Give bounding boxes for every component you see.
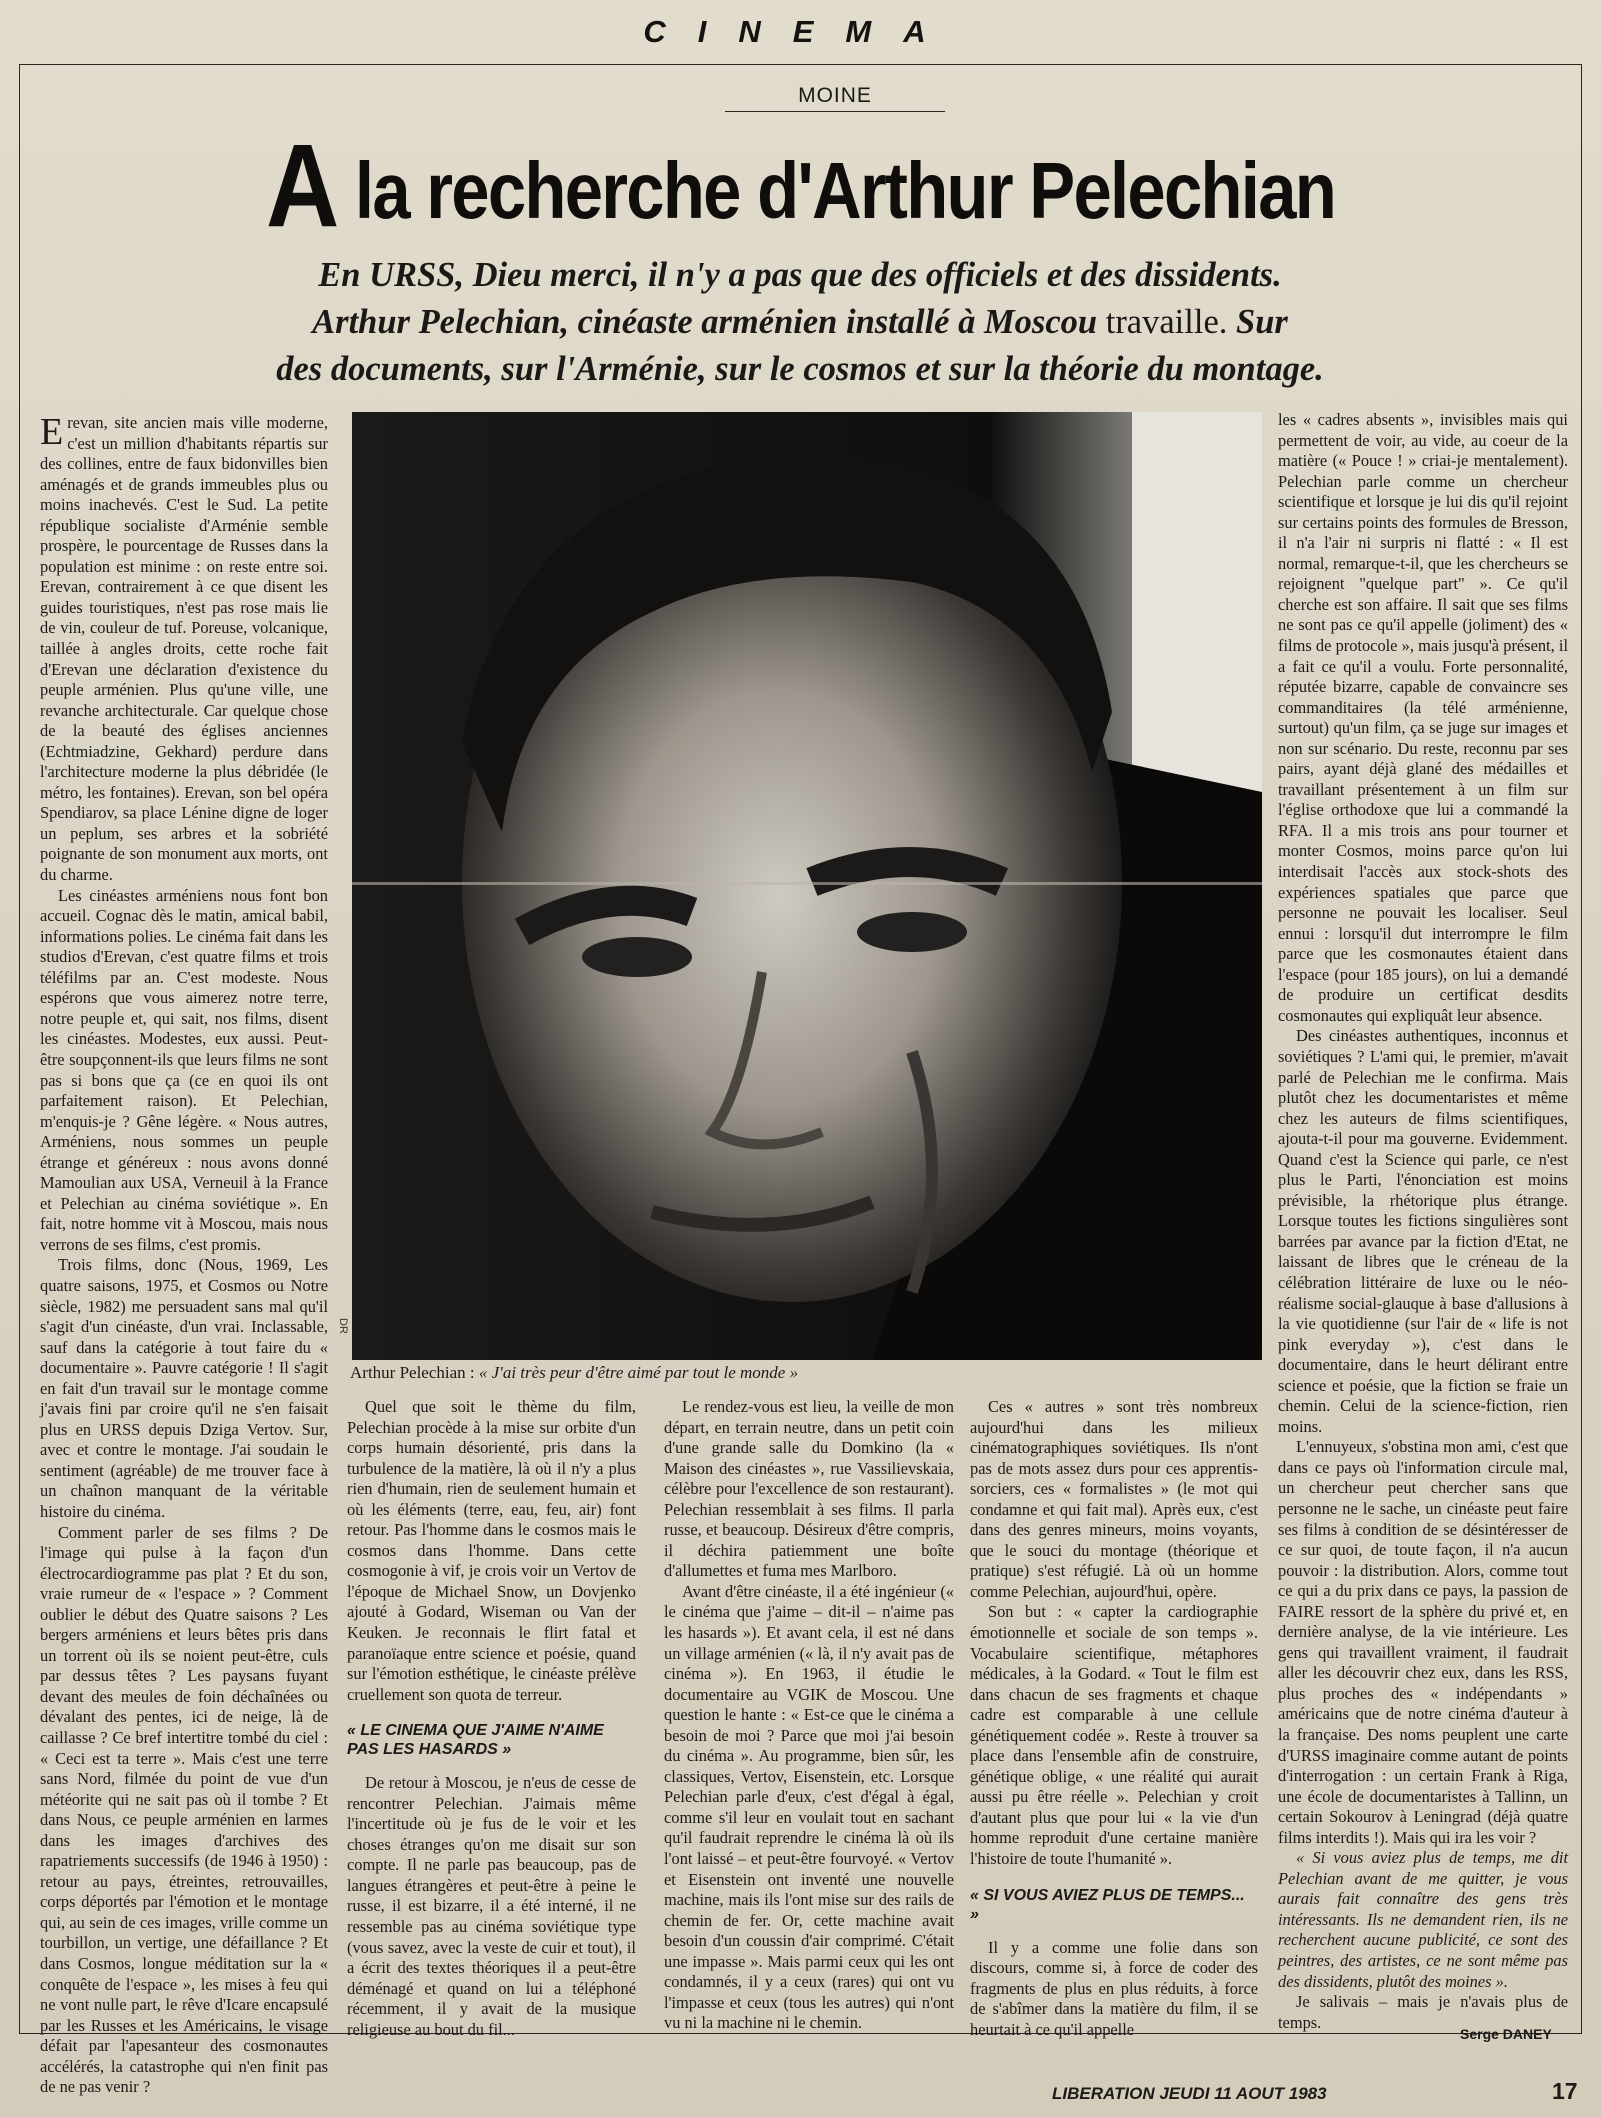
article-column-1 xyxy=(40,413,328,2098)
article-column-5 xyxy=(1278,410,1568,2033)
kicker: MOINE xyxy=(725,84,945,112)
paragraph: Trois films, donc (Nous, 1969, Les quatre saisons, 1975, et Cosmos ou Notre siècle, 1982) me persuadent sans mal qu'il s'agit d'un cinéaste, d'un vrai. Inclassable, sauf dans la catégorie à tout faire du « documentaire ». Pauvre catégorie ! Il s'agit en fait d'un travail sur le montage comme j'avais fini par croire qu'il ne s'en faisait plus en URSS depuis Dziga Vertov. Sur, avec et contre le montage. J'ai soudain le sentiment (agréable) de me trouver face à un chaînon manquant de la véritable histoire du cinéma. xyxy=(40,1255,328,1521)
article-column-3 xyxy=(664,1397,954,2034)
paragraph: Comment parler de ses films ? De l'image qui pulse à la façon d'un électrocardiogramme pas plat ? Et du son, vraie rumeur de « l'espace » ? Comment oublier le début des Quatre saisons ? Les bergers arméniens et leurs bêtes pris dans un torrent où ils se noient peut-être, culs par dessus têtes ? Les paysans fuyant devant des meules de foin déchaînées ou dévalant des pentes, ici de neige, là de caillasse ? Ce bref intertitre tombé du ciel : « Ceci est ta terre ». Mais c'est une terre sans Nord, filmée du point de vue d'un météorite qui ne sait pas où il tombe ? Et dans Nous, ce peuple arménien en larmes dans les images d'archives des rapatriements successifs (de 1946 à 1950) : retour au pays, étreintes, retrouvailles, corps déportés par l'émotion et le montage qui, au sein de ces images, vrille comme un tourbillon, un vertige, une défaillance ? Et dans Cosmos, longue méditation sur la « conquête de l'espace », les mises à feu qui ne vont nulle part, le rêve d'Icare encapsulé par les Russes et les Américains, le visage défait par l'apesanteur des cosmonautes accélérés, la catastrophe qui n'en finit pas de ne pas venir ? xyxy=(40,1522,328,2097)
article-column-4 xyxy=(970,1397,1258,2040)
photo-caption xyxy=(350,1363,1260,1383)
caption-name: Arthur Pelechian : xyxy=(350,1363,475,1382)
headline-drop-letter: A xyxy=(265,120,338,252)
standfirst-line-2c: Sur xyxy=(1227,303,1288,341)
headline-text: la recherche d'Arthur Pelechian xyxy=(337,146,1336,235)
caption-quote: « J'ai très peur d'être aimé par tout le monde » xyxy=(474,1363,799,1382)
photo-credit: DR xyxy=(337,1318,349,1334)
standfirst-line-2a: Arthur Pelechian, cinéaste arménien installé à Moscou xyxy=(312,303,1106,341)
page-number: 17 xyxy=(1552,2078,1578,2104)
paragraph: Il y a comme une folie dans son discours, comme si, à force de coder des fragments de plus en plus réduits, à force de s'abîmer dans la matière du film, il se heurtait à ce qu'il appelle xyxy=(970,1937,1258,2039)
portrait-photo xyxy=(352,412,1262,1360)
paragraph: Avant d'être cinéaste, il a été ingénieur (« le cinéma que j'aime – dit-il – n'aime pas les hasards »). Et avant cela, il est né dans un village arménien (« là, il n'y avait pas de cinéma »). En 1963, il étudie le documentaire au VGIK de Moscou. Une question le hante : « Est-ce que le cinéma a besoin de moi ? Parce que moi j'ai besoin du cinéma ». Au programme, bien sûr, les classiques, Vertov, Eisenstein, etc. Lorsque Pelechian parle d'eux, c'est d'égal à égal, comme s'il leur en voulait tout en sachant qu'il faudrait reprendre le cinéma là où ils l'ont laissé – et peut-être fourvoyé. « Vertov et Eisenstein ont inventé une nouvelle machine, mais ils l'ont mise sur des rails de chemin de fer. Or, cette machine avait besoin d'un coussin d'air comprimé. C'était une impasse ». Mais parmi ceux qui les ont condamnés, il y a ceux (rares) qui ont vu l'impasse et ceux (tous les autres) qui n'ont vu ni la machine ni le chemin. xyxy=(664,1581,954,2033)
paragraph: « Si vous aviez plus de temps, me dit Pelechian avant de me quitter, je vous aurais fait connaître des gens très intéressants. Ils ne demandent rien, ils ne recherchent aucune publicité, ce sont des peintres, des artistes, ce ne sont même pas des dissidents, plutôt des moines ». xyxy=(1278,1848,1568,1991)
headline xyxy=(112,118,1489,254)
article-column-2 xyxy=(347,1397,636,2040)
footer-publication: LIBERATION JEUDI 11 AOUT 1983 xyxy=(1052,2084,1327,2103)
standfirst xyxy=(130,252,1470,393)
section-heading: CINEMA xyxy=(643,14,958,49)
intertitle: « SI VOUS AVIEZ PLUS DE TEMPS... » xyxy=(970,1886,1245,1923)
standfirst-line-3: des documents, sur l'Arménie, sur le cosmos et sur la théorie du montage. xyxy=(276,350,1324,388)
paragraph: Erevan, site ancien mais ville moderne, c'est un million d'habitants répartis sur des collines, entre de faux bidonvilles bien aménagés et de grands immeubles plus ou moins inachevés. C'est le Sud. La petite république socialiste d'Arménie semble prospère, le pourcentage de Russes dans la population est minime : on reste entre soi. Erevan, contrairement à ce que disent les guides touristiques, n'est pas rose mais lie de vin, couleur de tuf. Poreuse, volcanique, taillée à angles droits, cette roche fait d'Erevan une déclaration d'existence du peuple arménien. Plus qu'une ville, une revanche architecturale. Car quelque chose de la beauté des églises anciennes (Echtmiadzine, Gekhard) perdure dans l'architecture moderne la plus débridée (le métro, les fontaines). Erevan, son bel opéra Spendiarov, sa place Lénine digne de loger un peplum, ses arbres et la sobriété poignante de son monument aux morts, ont du charme. xyxy=(40,411,328,885)
standfirst-line-1: En URSS, Dieu merci, il n'y a pas que des officiels et des dissidents. xyxy=(318,256,1282,294)
paragraph: Je salivais – mais je n'avais plus de temps. xyxy=(1278,1992,1568,2032)
intertitle: « LE CINEMA QUE J'AIME N'AIME PAS LES HASARDS » xyxy=(347,1722,604,1759)
paragraph: L'ennuyeux, s'obstina mon ami, c'est que dans ce pays où l'information circule mal, un chercheur peut chercher sans que personne ne le sache, un cinéaste peut faire ses films à condition de se désintéresser de ce sur quoi, de toute façon, il n'a aucun pouvoir : la distribution. Alors, comme tout ce qui a du prix dans ce pays, la passion de FAIRE ressort de la sphère du privé et, en dernière analyse, de la vie intérieure. Les gens qui travaillent vraiment, il faudrait aller les découvrir chez eux, dans les RSS, plus proches des « indépendants » américains que de notre cinéma d'auteur à la française. Des noms peuplent une carte d'URSS imaginaire comme autant de points d'interrogation : un certain Frank à Riga, une école de documentaristes à Tallinn, un certain Sokourov à Leningrad (déjà quatre films interdits !). Mais qui ira les voir ? xyxy=(1278,1437,1568,1847)
paragraph: Des cinéastes authentiques, inconnus et soviétiques ? L'ami qui, le premier, m'avait parlé de Pelechian me le confirma. Mais plutôt chez les documentaristes et même chez les auteurs de films scientifiques, ajouta-t-il pour ma gouverne. Evidemment. Quand c'est la Science qui parle, ce n'est plus le Parti, l'énonciation est moins prévisible, la rhétorique plus étrange. Lorsque toutes les fictions singulières sont barrées par avance par la fiction d'Etat, ne laissant de libres que le créneau de la célébration littéraire de luxe ou le néo-réalisme social-glauque à base d'allusions à la vie quotidienne (sur l'air de « life is not pink everyday »), c'est dans le documentaire, dans le heurt délirant entre science et poésie, que la fiction se fraie un chemin. Celui de la science-fiction, rien moins. xyxy=(1278,1026,1568,1436)
paragraph: De retour à Moscou, je n'eus de cesse de rencontrer Pelechian. J'aimais même l'incertitude où je fus de le voir et les choses étranges qu'on me disait sur son compte. Il ne parle pas beaucoup, pas de langues étrangères et peut-être à peine le russe, il est bizarre, il a été interné, il ne ressemble pas au cinéma soviétique type (vous savez, avec la veste de cuir et tout), il a écrit des textes théoriques il a peut-être déménagé et quand on lui a téléphoné récemment, il y avait de la musique religieuse au bout du fil... xyxy=(347,1773,636,2039)
standfirst-line-2 xyxy=(130,299,1470,346)
paragraph: Ces « autres » sont très nombreux aujourd'hui dans les milieux cinématographiques soviétiques. Ils n'ont pas de mots assez durs pour ces apprentis-sorciers, ces « formalistes » (le mot qui condamne et qui fait mal). Après eux, c'est dans des genres mineurs, moins voyants, que le souci du montage (théorique et pratique) s'est réfugié. Là où un homme comme Pelechian, aujourd'hui, opère. xyxy=(970,1397,1258,1601)
byline-signature: Serge DANEY xyxy=(1460,2026,1552,2042)
paragraph: Le rendez-vous est lieu, la veille de mon départ, en terrain neutre, dans un petit coin d'une grande salle du Domkino (la « Maison des cinéastes », rue Vassilievskaia, célèbre pour l'excellence de son restaurant). Pelechian ressemblait à ses films. Il parla russe, et beaucoup. Désireux d'être compris, il déchira patiemment une boîte d'allumettes et fuma mes Marlboro. xyxy=(664,1397,954,1581)
standfirst-emphasis: travaille. xyxy=(1105,303,1228,341)
paragraph: Les cinéastes arméniens nous font bon accueil. Cognac dès le matin, amical babil, informations polies. Le cinéma fait dans les studios d'Erevan, c'est quatre films et trois téléfilms par an. C'est modeste. Nous espérons que vous aimerez notre terre, notre peuple et, qui sait, nos films, disent les cinéastes. Modestes, eux aussi. Peut-être soupçonnent-ils que leurs films ne sont pas si bons que ça (ce en quoi ils ont parfaitement raison). Et Pelechian, m'enquis-je ? Gêne légère. « Nous autres, Arméniens, nous sommes un peuple étrange et généreux : nous avons donné Mamoulian aux USA, Verneuil à la France et Pelechian au cinéma soviétique ». En fait, notre homme vit à Moscou, mais nous verrons de ses films, c'est promis. xyxy=(40,885,328,1254)
paragraph: les « cadres absents », invisibles mais qui permettent de voir, au vide, au coeur de la matière (« Pouce ! » criai-je mentalement). Pelechian parle comme un chercheur scientifique et lorsque je lui dis qu'il rejoint sur certains points des formules de Bresson, il n'a l'air ni surpris ni flatté : « Il est normal, remarque-t-il, que les chercheurs se rejoignent "quelque part" ». Ce qu'il cherche est son affaire. Il sait que ses films ne sont pas ce qu'il appelle (joliment) des « films de protocole », mais jusqu'à présent, il a fait ce qu'il a voulu. Forte personnalité, réputée bizarre, capable de convaincre ses commanditaires (la télé arménienne, surtout) qu'un film, ça se juge sur images et non sur scénario. Du reste, reconnu par ses pairs, ayant déjà glané des médailles et travaillant présentement à un film sur l'église orthodoxe que lui a commandé la RFA. Il a mis trois ans pour tourner et monter Cosmos, moins parce qu'on lui interdisait l'accès aux stock-shots des expériences spatiales que parce que personne ne pouvait les localiser. Seul ennui : lorsqu'il dut interrompre le film parce que les cosmonautes étaient dans l'espace (pour 185 jours), on lui a demandé de produire un certificat desdits cosmonautes qui expliquât leur absence. xyxy=(1278,410,1568,1025)
paragraph: Son but : « capter la cardiographie émotionnelle et sociale de son temps ». Vocabulaire scientifique, métaphores médicales, à la Godard. « Tout le film est dans chacun de ses fragments et chaque cadre est comparable à une cellule génétiquement codée ». Reste à trouver sa place dans l'ensemble afin de construire, génétique oblige, « une réalité qui aurait aussi pu être réelle ». Pelechian y croit d'autant plus que pour lui « la vie d'un homme reproduit d'une certaine manière l'histoire de toute l'humanité ». xyxy=(970,1602,1258,1869)
portrait-image xyxy=(352,412,1262,1360)
paragraph: Quel que soit le thème du film, Pelechian procède à la mise sur orbite d'un corps humain désorienté, pris dans la turbulence de la matière, là où il n'y a plus rien d'humain, rien de seulement humain et où les éléments (terre, eau, feu, air) font retour. Pas l'homme dans le cosmos mais le cosmos dans l'homme. Dans cette cosmogonie à vif, je crois voir un Vertov de l'époque de Michael Snow, un Dovjenko ajouté à Godard, Wiseman ou Van der Keuken. Je reconnais le flirt fatal et paranoïaque entre science et poésie, quand sur l'émotion esthétique, le cinéaste prélève cruellement son quota de terreur. xyxy=(347,1397,636,1704)
